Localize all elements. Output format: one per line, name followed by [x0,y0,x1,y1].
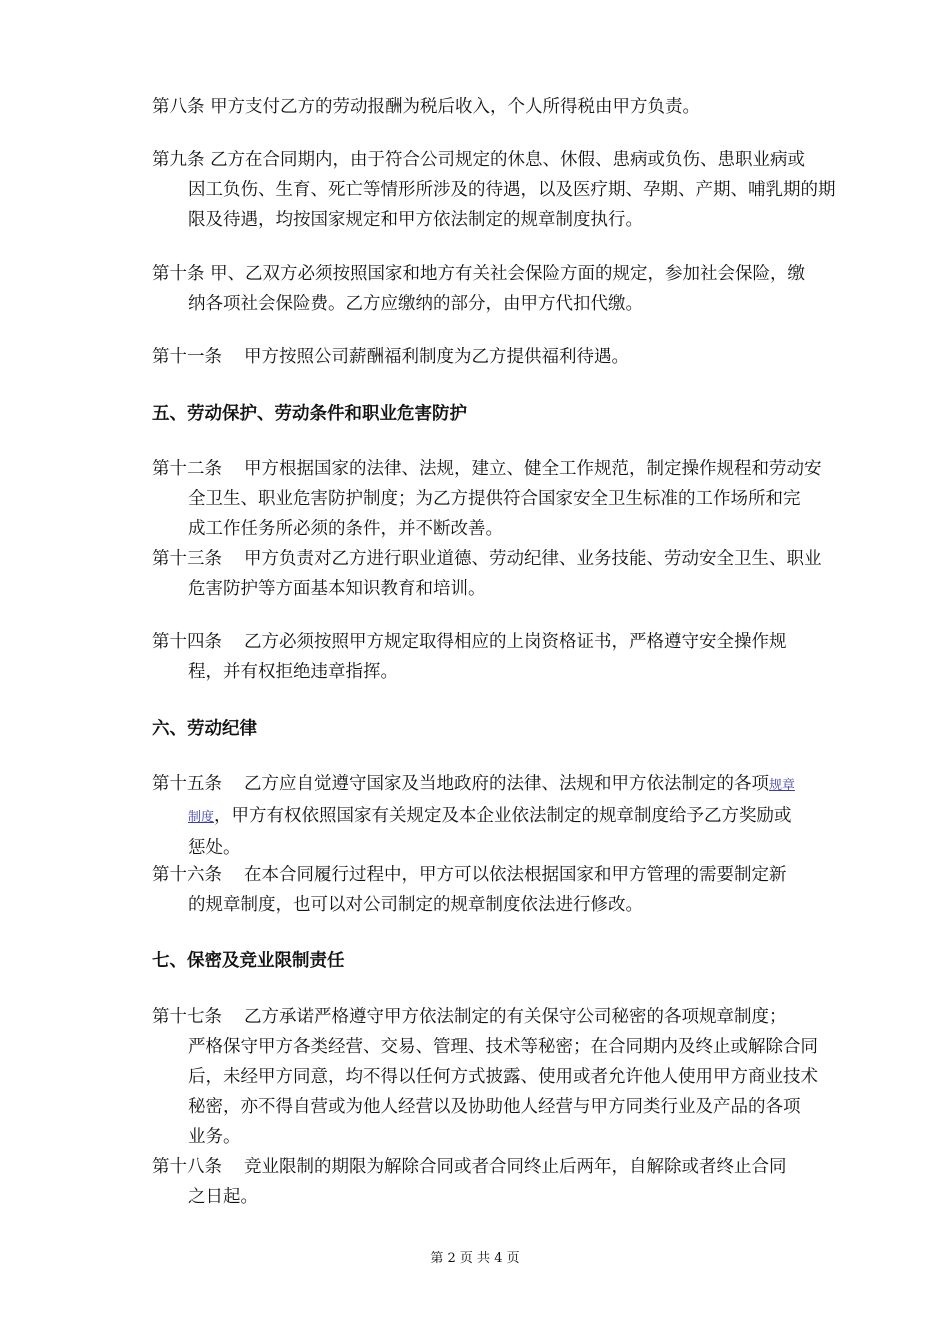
article-13: 第十三条 甲方负责对乙方进行职业道德、劳动纪律、业务技能、劳动安全卫生、职业 危害防护等方面基本知识教育和培训。 [152,549,822,599]
page-number-footer: 第 2 页 共 4 页 [430,1251,520,1266]
section-heading-7: 七、保密及竞业限制责任 [152,951,345,971]
article-12: 第十二条 甲方根据国家的法律、法规，建立、健全工作规范，制定操作规程和劳动安 全卫生、职业危害防护制度；为乙方提供符合国家安全卫生标准的工作场所和完 成工作任务所必须的条件，并不断改善。 [152,459,822,539]
regulations-link-cont[interactable]: 制度 [188,810,215,825]
article-10: 第十条 甲、乙双方必须按照国家和地方有关社会保险方面的规定，参加社会保险，缴 纳各项社会保险费。乙方应缴纳的部分，由甲方代扣代缴。 [152,264,806,314]
article-18: 第十八条 竞业限制的期限为解除合同或者合同终止后两年，自解除或者终止合同 之日起。 [152,1157,787,1207]
regulations-link[interactable]: 规章 [769,778,796,793]
section-heading-5: 五、劳动保护、劳动条件和职业危害防护 [152,404,467,424]
article-14: 第十四条 乙方必须按照甲方规定取得相应的上岗资格证书，严格遵守安全操作规 程，并有权拒绝违章指挥。 [152,632,787,682]
article-17: 第十七条 乙方承诺严格遵守甲方依法制定的有关保守公司秘密的各项规章制度； 严格保守甲方各类经营、交易、管理、技术等秘密；在合同期内及终止或解除合同 后，未经甲方同意，均不得以任何方式披露、使用或者允许他人使用甲方商业技术 秘密，亦不得自营或为他人经营以及协助他人经营与甲方同类行业及产品的各项 业务。 [152,1007,818,1147]
article-15: 第十五条 乙方应自觉遵守国家及当地政府的法律、法规和甲方依法制定的各项规章 制度，甲方有权依照国家有关规定及本企业依法制定的规章制度给予乙方奖励或 惩处。 [152,774,796,858]
article-11: 第十一条 甲方按照公司薪酬福利制度为乙方提供福利待遇。 [152,347,629,367]
article-16: 第十六条 在本合同履行过程中，甲方可以依法根据国家和甲方管理的需要制定新 的规章制度，也可以对公司制定的规章制度依法进行修改。 [152,865,787,915]
section-heading-6: 六、劳动纪律 [152,719,257,739]
article-8: 第八条 甲方支付乙方的劳动报酬为税后收入，个人所得税由甲方负责。 [152,97,701,117]
article-9: 第九条 乙方在合同期内，由于符合公司规定的休息、休假、患病或负伤、患职业病或 因工负伤、生育、死亡等情形所涉及的待遇，以及医疗期、孕期、产期、哺乳期的期 限及待遇，均按国家规定和甲方依法制定的规章制度执行。 [152,150,836,230]
